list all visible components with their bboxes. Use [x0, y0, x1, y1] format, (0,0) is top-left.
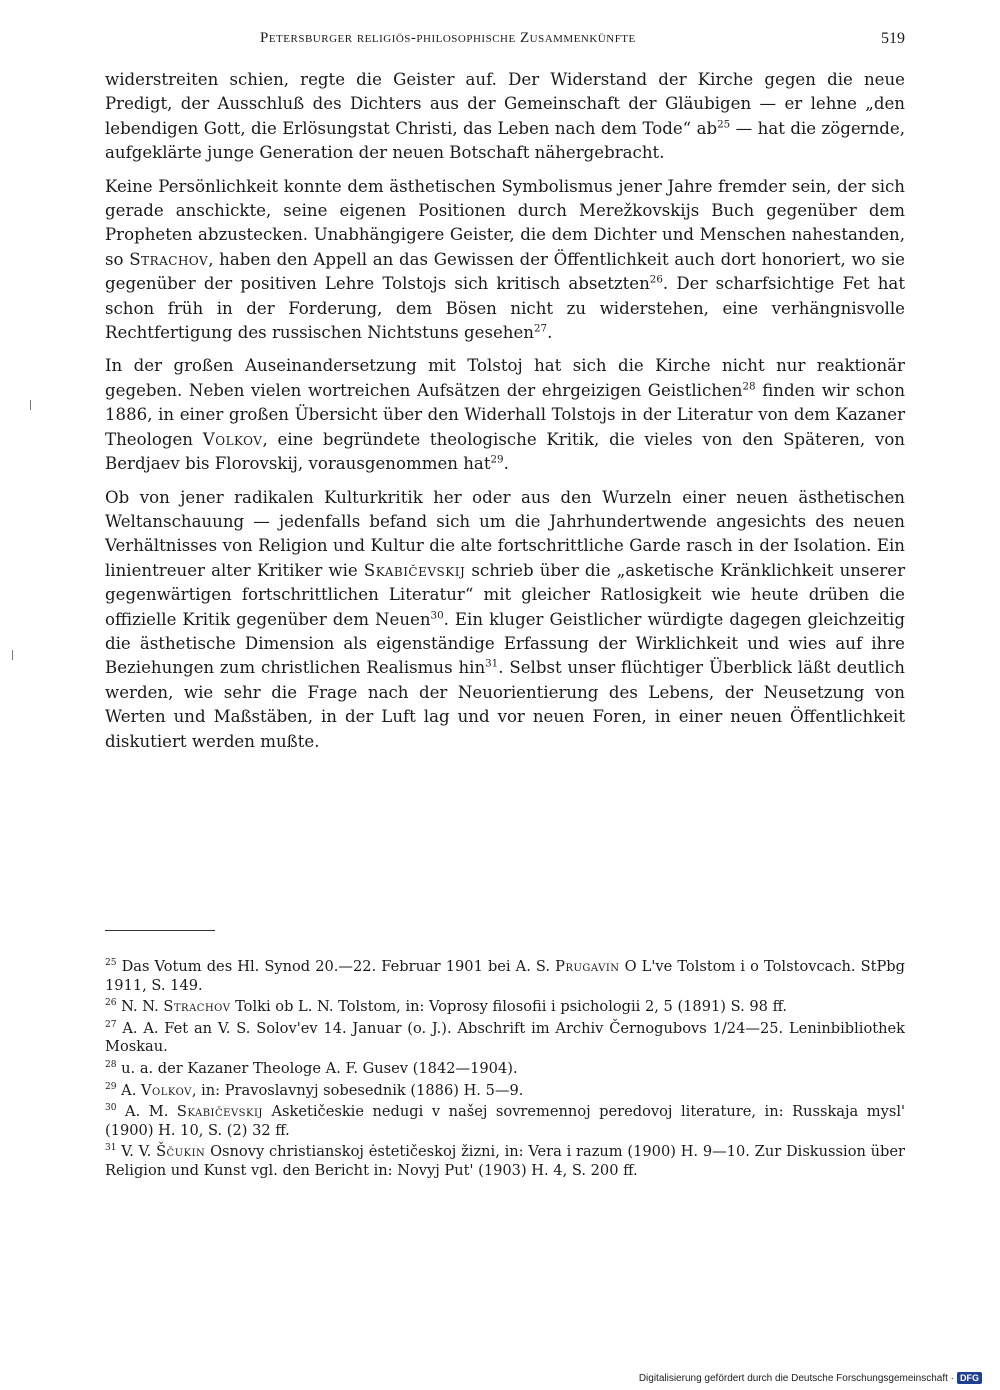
page-number: 519: [881, 30, 905, 47]
paragraph: Keine Persönlichkeit konnte dem ästhetischen Symbolismus jener Jahre fremder sein, der sich gerade anschickte, seine eigenen Positionen durch Merežkovskijs Buch gegenüber dem Propheten abzustecken. Unabhängigere Geister, die dem Dichter und Menschen nahestanden, so Strachov, haben den Appell an das Gewissen der Öffentlichkeit auch dort honoriert, wo sie gegenüber der positiven Lehre Tolstojs sich kritisch absetzten$^{26}$. Der scharfsichtige Fet hat schon früh in der Forderung, dem Bösen nicht zu widerstehen, eine verhängnisvolle Rechtfertigung des russischen Nichtstuns gesehen$^{27}$.: [105, 176, 906, 343]
footnote-number: 31: [105, 1143, 117, 1154]
footnote-number: 29: [105, 1081, 117, 1092]
author-name: Strachov: [129, 249, 209, 269]
author-name: Skabičevskij: [363, 560, 466, 580]
footnote: $^{27}$ A. A. Fet an V. S. Solov'ev 14. Januar (o. J.). Abschrift im Archiv Černogubovs 1/24—25. Leninbibliothek Moskau.: [105, 1019, 905, 1056]
footnote: $^{25}$ Das Votum des Hl. Synod 20.—22. Februar 1901 bei A. S. Prugavin O L've Tolstom i o Tolstovcach. StPbg 1911, S. 149.: [105, 958, 905, 994]
footnote-number: 25: [105, 958, 117, 969]
footnote-number: 27: [105, 1019, 117, 1030]
paragraph: widerstreiten schien, regte die Geister auf. Der Widerstand der Kirche gegen die neue Predigt, der Ausschluß des Dichters aus der Gemeinschaft der Gläubigen — er lehne „den lebendigen Gott, die Erlösungstat Christi, das Leben nach dem Tode“ $ab^{25}$ — hat die zögernde, aufgeklärte junge Generation der neuen Botschaft nähergebracht.: [105, 70, 906, 163]
footnote-ref[interactable]: 26: [649, 273, 663, 286]
footnote: $^{30}$ A. M. Skabičevskij Asketičeskie nedugi v našej sovremennoj peredovoj literature, in: Russkaja mysl' (1900) H. 10, S. (2) 32 ff.: [105, 1103, 906, 1139]
footnote-ref[interactable]: 28: [742, 380, 756, 393]
footnote-ref[interactable]: 29: [490, 453, 504, 466]
dfg-logo: DFG: [957, 1372, 982, 1384]
footnote-ref[interactable]: 30: [430, 609, 444, 621]
digitization-credit: [639, 1372, 982, 1384]
footnote: $^{31}$ V. V. Ščukin Osnovy christianskoj ėstetičeskoj žizni, in: Vera i razum (1900) H. 9—10. Zur Diskussion über Religion und Kunst vgl. den Bericht in: Novyj Put' (1903) H. 4, S. 200 ff.: [105, 1143, 905, 1179]
margin-mark: [30, 400, 31, 410]
footnote-number: 30: [105, 1103, 117, 1114]
running-title: Petersburger religiös-philosophische Zusammenkünfte: [260, 30, 636, 46]
paragraph: In der großen Auseinandersetzung mit Tolstoj hat sich die Kirche nicht nur reaktionär gegeben. Neben vielen wortreichen Aufsätzen der ehrgeizigen Geistlichen$^{28}$ finden wir schon 1886, in einer großen Übersicht über den Widerhall Tolstojs in der Literatur von dem Kazaner Theologen Volkov, eine begründete theologische Kritik, die vieles von den Späteren, von Berdjaev bis Florovskij, vorausgenommen hat$^{29}$.: [105, 356, 906, 474]
margin-mark: [12, 650, 13, 660]
running-header: [105, 30, 905, 54]
paragraph: Ob von jener radikalen Kulturkritik her oder aus den Wurzeln einer neuen ästhetischen Weltanschauung — jedenfalls befand sich um die Jahrhundertwende angesichts des neuen Verhältnisses von Religion und Kultur die alte fortschrittliche Garde rasch in der Isolation. Ein linientreuer alter Kritiker wie Skabičevskij schrieb über die „asketische Kränklichkeit unserer gegenwärtigen fortschrittlichen Literatur“ mit gleicher Ratlosigkeit wie heute drüben die offizielle Kritik gegenüber dem Neuen$^{30}$. Ein kluger Geistlicher würdigte dagegen gleichzeitig die ästhetische Dimension als eigenständige Erfassung der Wirklichkeit und wies auf ihre Beziehungen zum christlichen Realismus hin$^{31}$. Selbst unser flüchtiger Überblick läßt deutlich werden, wie sehr die Frage nach der Neuorientierung des Lebens, der Neusetzung von Werten und Maßstäben, in der Luft lag und vor neuen Foren, in einer neuen Öffentlichkeit diskutiert werden mußte.: [105, 487, 905, 751]
author-name: Volkov: [202, 429, 263, 449]
footnote-ref[interactable]: 25: [717, 118, 731, 131]
footnote: $^{28}$ u. a. der Kazaner Theologe A. F. Gusev (1842—1904).: [105, 1059, 518, 1077]
footnote-number: 26: [105, 998, 117, 1009]
footnote-ref[interactable]: 27: [534, 322, 548, 335]
footnotes: [105, 958, 905, 1184]
footnote-ref[interactable]: 31: [485, 657, 499, 670]
main-text: [105, 68, 905, 763]
credit-text: Digitalisierung gefördert durch die Deutsche Forschungsgemeinschaft ·: [638, 1372, 954, 1384]
footnote: $^{26}$ N. N. Strachov Tolki ob L. N. Tolstom, in: Voprosy filosofii i psichologii 2, 5 (1891) S. 98 ff.: [105, 998, 788, 1016]
footnote-divider: [105, 930, 215, 931]
footnote-number: 28: [105, 1060, 117, 1071]
footnote: $^{29}$ A. Volkov, in: Pravoslavnyj sobesednik (1886) H. 5—9.: [105, 1081, 524, 1099]
